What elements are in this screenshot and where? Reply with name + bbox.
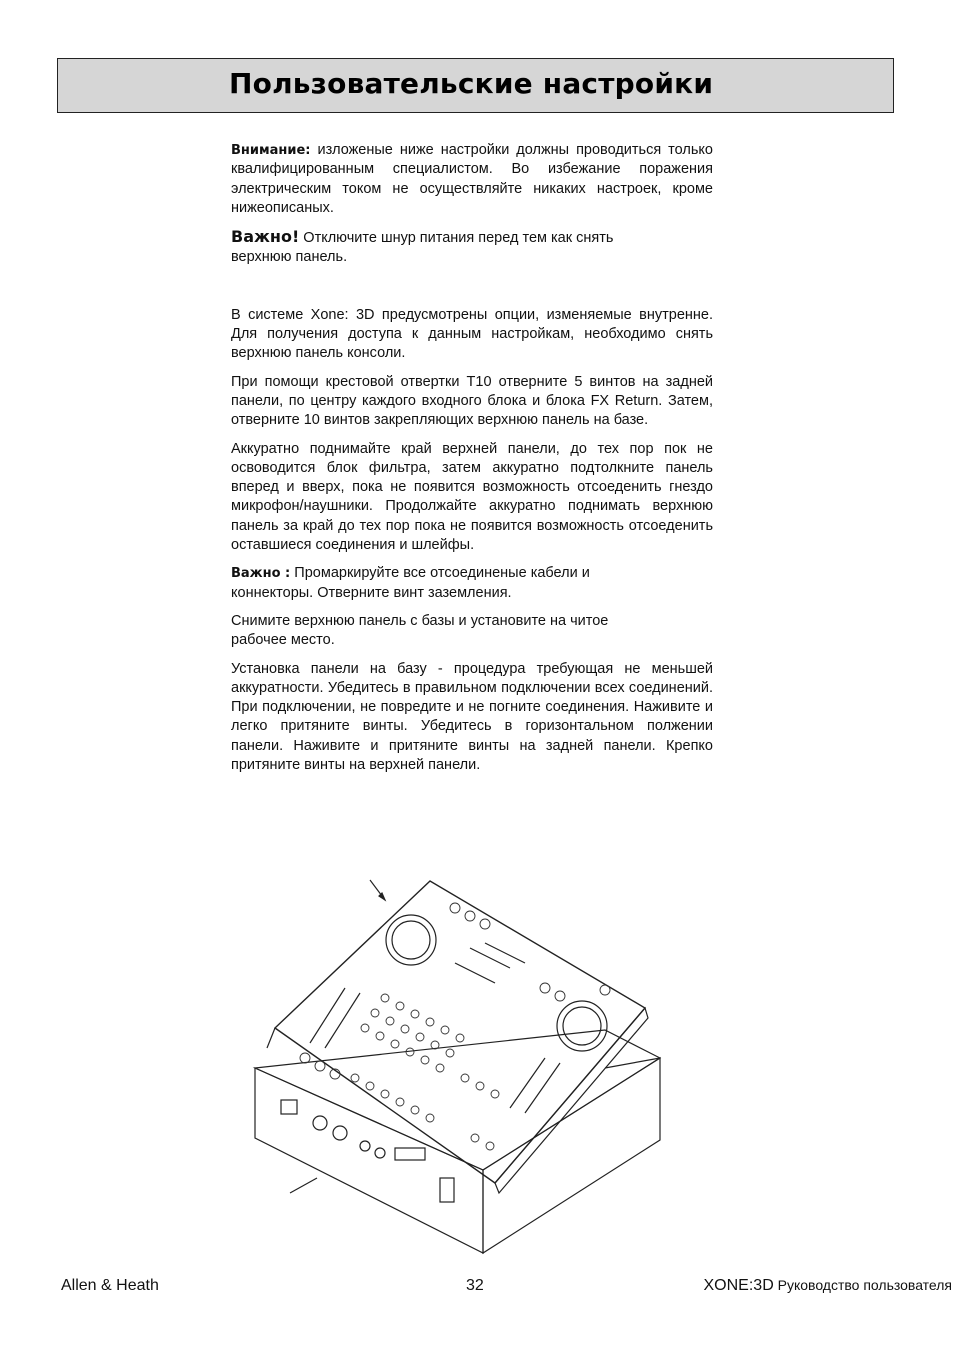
spacer (231, 277, 713, 306)
important-label-1: Важно! (231, 227, 300, 247)
title-banner (57, 58, 894, 113)
warning-text: изложеные ниже настройки должны проводиться только квалифицированным специалистом. Во избежание поражения электрическим током не осуществляйте никаких настроек, кроме нижеописаных. (231, 142, 713, 216)
important-label-2: Важно : (231, 566, 291, 582)
paragraph-3: Аккуратно поднимайте край верхней панели, до тех пор пок не освоводится блок фильтра, затем аккуратно подтолкните панель вперед и вверх, пока не появится возможность отсоеденить гнездо микрофон/наушники. Продолжайте аккуратно поднимать верхнюю панель за край до тех пор пока не появится возможность отсоеденить оставшиеся соединения и шлейфы. (231, 440, 713, 554)
important-paragraph-2 (231, 564, 713, 603)
warning-label: Внимание: (231, 143, 311, 158)
footer-brand: XONE:3D (703, 1277, 774, 1294)
important-text-1: Отключите шнур питания перед тем как снять верхнюю панель. (231, 230, 614, 266)
mixer-console-open-illustration (245, 878, 675, 1258)
footer-manual-title (704, 1277, 953, 1295)
important-paragraph-1 (231, 227, 713, 268)
instructions-text (231, 141, 713, 784)
warning-paragraph (231, 141, 713, 218)
paragraph-5: Установка панели на базу - процедура требующая не меньшей аккуратности. Убедитесь в правильном подключении всех соединений. При подключении, не повредите и не погните соединения. Наживите и легко притяните винты. Убедитесь в горизонтальном полжении панели. Наживите и притяните винты на задней панели. Крепко притяните винты на верхней панели. (231, 660, 713, 774)
page-number: 32 (466, 1277, 484, 1294)
paragraph-1: В системе Xone: 3D предусмотрены опции, изменяемые внутренне. Для получения доступа к данным настройкам, необходимо снять верхнюю панель консоли. (231, 306, 713, 362)
paragraph-4: Снимите верхнюю панель с базы и установите на читое рабочее место. (231, 612, 609, 649)
page-footer (0, 1277, 954, 1299)
important-text-2: Промаркируйте все отсоединеные кабели и коннекторы. Отверните винт заземления. (231, 565, 590, 601)
paragraph-2: При помощи крестовой отвертки Т10 отверните 5 винтов на задней панели, по центру каждого входного блока и блока FX Return. Затем, отверните 10 винтов закрепляющих верхнюю панель на базе. (231, 373, 713, 429)
footer-company: Allen & Heath (61, 1277, 159, 1294)
page-title: Пользовательские настройки (229, 67, 714, 100)
footer-manual-suffix: Руководство пользователя (773, 1277, 952, 1293)
